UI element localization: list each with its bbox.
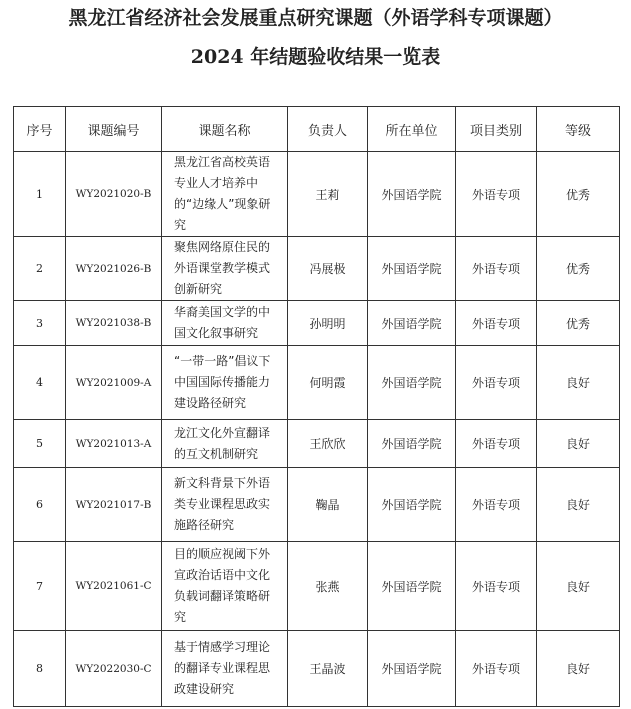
- row-code: WY2021013-A: [66, 420, 162, 468]
- row-name: 聚焦网络原住民的外语课堂教学模式创新研究: [162, 237, 288, 301]
- row-index: 2: [14, 237, 66, 301]
- header-leader: 负责人: [288, 107, 368, 152]
- header-unit: 所在单位: [368, 107, 456, 152]
- table-row: [14, 237, 620, 301]
- row-index: 5: [14, 420, 66, 468]
- row-code: WY2021020-B: [66, 152, 162, 237]
- row-category: 外语专项: [456, 420, 537, 468]
- row-category: 外语专项: [456, 237, 537, 301]
- row-code: WY2021017-B: [66, 468, 162, 542]
- row-unit: 外国语学院: [368, 542, 456, 631]
- row-index: 4: [14, 346, 66, 420]
- row-grade: 良好: [537, 346, 620, 420]
- row-unit: 外国语学院: [368, 301, 456, 346]
- row-category: 外语专项: [456, 631, 537, 707]
- row-code: WY2021038-B: [66, 301, 162, 346]
- row-name: 目的顺应视阈下外宣政治话语中文化负载词翻译策略研究: [162, 542, 288, 631]
- table-row: [14, 542, 620, 631]
- row-index: 6: [14, 468, 66, 542]
- row-name: 华裔美国文学的中国文化叙事研究: [162, 301, 288, 346]
- row-unit: 外国语学院: [368, 631, 456, 707]
- row-leader: 王莉: [288, 152, 368, 237]
- row-grade: 良好: [537, 542, 620, 631]
- table-row: [14, 152, 620, 237]
- header-index: 序号: [14, 107, 66, 152]
- row-leader: 鞠晶: [288, 468, 368, 542]
- table-row: [14, 346, 620, 420]
- row-leader: 孙明明: [288, 301, 368, 346]
- row-code: WY2021026-B: [66, 237, 162, 301]
- row-unit: 外国语学院: [368, 237, 456, 301]
- row-leader: 王晶波: [288, 631, 368, 707]
- row-name: 龙江文化外宣翻译的互文机制研究: [162, 420, 288, 468]
- row-grade: 优秀: [537, 152, 620, 237]
- table-row: [14, 631, 620, 707]
- results-table: [13, 106, 620, 707]
- row-code: WY2021009-A: [66, 346, 162, 420]
- row-leader: 张燕: [288, 542, 368, 631]
- row-name: “一带一路”倡议下中国国际传播能力建设路径研究: [162, 346, 288, 420]
- header-name: 课题名称: [162, 107, 288, 152]
- row-grade: 优秀: [537, 237, 620, 301]
- row-index: 1: [14, 152, 66, 237]
- header-category: 项目类别: [456, 107, 537, 152]
- row-code: WY2022030-C: [66, 631, 162, 707]
- row-leader: 王欣欣: [288, 420, 368, 468]
- row-code: WY2021061-C: [66, 542, 162, 631]
- row-category: 外语专项: [456, 346, 537, 420]
- table-row: [14, 468, 620, 542]
- row-leader: 冯展极: [288, 237, 368, 301]
- row-index: 3: [14, 301, 66, 346]
- header-code: 课题编号: [66, 107, 162, 152]
- row-grade: 良好: [537, 420, 620, 468]
- row-category: 外语专项: [456, 468, 537, 542]
- row-unit: 外国语学院: [368, 468, 456, 542]
- row-category: 外语专项: [456, 152, 537, 237]
- row-grade: 良好: [537, 631, 620, 707]
- row-category: 外语专项: [456, 542, 537, 631]
- row-name: 新文科背景下外语类专业课程思政实施路径研究: [162, 468, 288, 542]
- table-row: [14, 301, 620, 346]
- row-unit: 外国语学院: [368, 152, 456, 237]
- table-header-row: [14, 107, 620, 152]
- row-leader: 何明霞: [288, 346, 368, 420]
- row-grade: 优秀: [537, 301, 620, 346]
- row-index: 8: [14, 631, 66, 707]
- row-name: 基于情感学习理论的翻译专业课程思政建设研究: [162, 631, 288, 707]
- table-row: [14, 420, 620, 468]
- row-grade: 良好: [537, 468, 620, 542]
- row-index: 7: [14, 542, 66, 631]
- header-grade: 等级: [537, 107, 620, 152]
- row-name: 黑龙江省高校英语专业人才培养中的“边缘人”现象研究: [162, 152, 288, 237]
- page-title: 黑龙江省经济社会发展重点研究课题（外语学科专项课题）: [68, 7, 563, 29]
- page-subtitle: 2024 年结题验收结果一览表: [190, 46, 441, 68]
- row-category: 外语专项: [456, 301, 537, 346]
- row-unit: 外国语学院: [368, 420, 456, 468]
- row-unit: 外国语学院: [368, 346, 456, 420]
